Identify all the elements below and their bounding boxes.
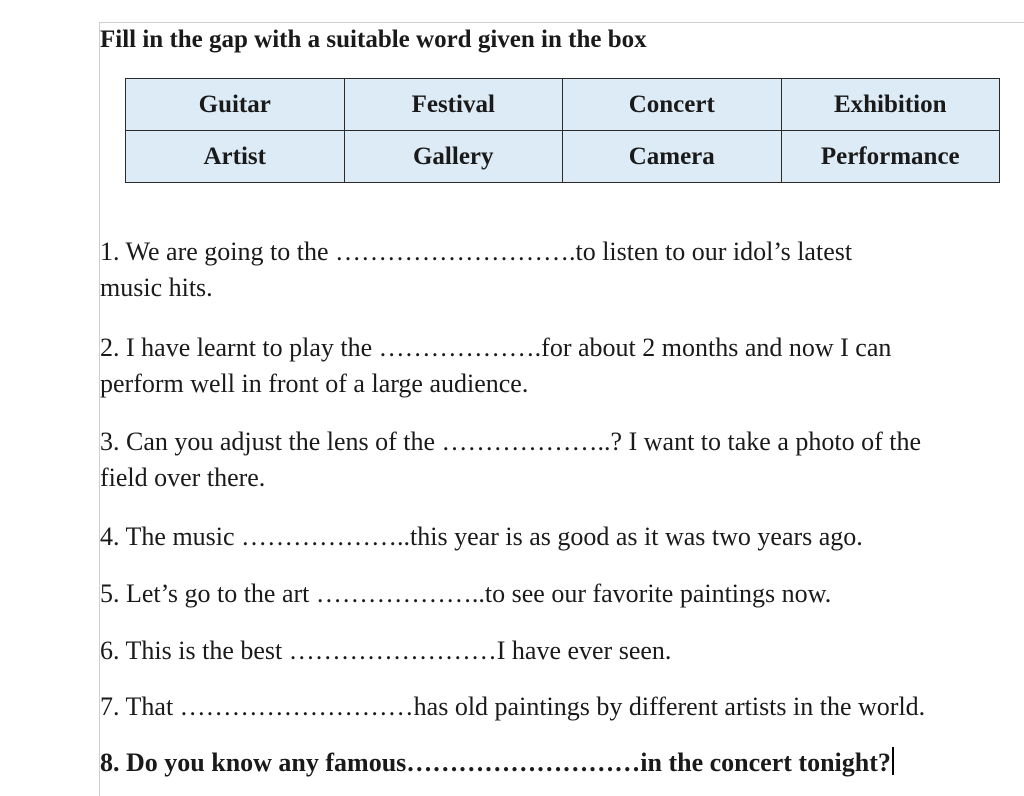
text-cursor (892, 747, 894, 775)
word-cell: Performance (781, 131, 1000, 183)
question-line: 1. We are going to the ……………………….to listen to our idol’s latest (100, 237, 853, 266)
word-cell: Camera (563, 131, 782, 183)
question-1 (100, 234, 852, 306)
question-line: 5. Let’s go to the art ………………..to see our favorite paintings now. (100, 579, 832, 608)
word-cell: Exhibition (781, 79, 1000, 131)
question-line: 7. That ………………………has old paintings by different artists in the world. (100, 692, 926, 721)
question-2 (100, 330, 891, 402)
question-5 (100, 576, 831, 612)
question-line: 4. The music ………………..this year is as good as it was two years ago. (100, 522, 863, 551)
word-cell: Gallery (344, 131, 563, 183)
word-cell: Guitar (126, 79, 345, 131)
question-line: perform well in front of a large audience. (100, 369, 529, 398)
page-title: Fill in the gap with a suitable word given in the box (100, 26, 647, 53)
question-line: music hits. (100, 273, 213, 302)
question-line: 6. This is the best ……………………I have ever seen. (100, 636, 672, 665)
question-7 (100, 689, 925, 725)
word-cell: Festival (344, 79, 563, 131)
question-line[interactable]: 8. Do you know any famous………………………in the concert tonight? (100, 748, 891, 777)
question-6 (100, 633, 671, 669)
question-line: 3. Can you adjust the lens of the ………………..? I want to take a photo of the (100, 427, 922, 456)
word-box-row (126, 79, 1000, 131)
question-3 (100, 424, 921, 496)
word-cell: Artist (126, 131, 345, 183)
question-4 (100, 519, 863, 555)
word-cell: Concert (563, 79, 782, 131)
question-line: 2. I have learnt to play the ……………….for about 2 months and now I can (100, 333, 892, 362)
question-line: field over there. (100, 463, 266, 492)
word-box-table (125, 78, 1000, 183)
word-box-row (126, 131, 1000, 183)
question-8[interactable] (100, 745, 894, 781)
